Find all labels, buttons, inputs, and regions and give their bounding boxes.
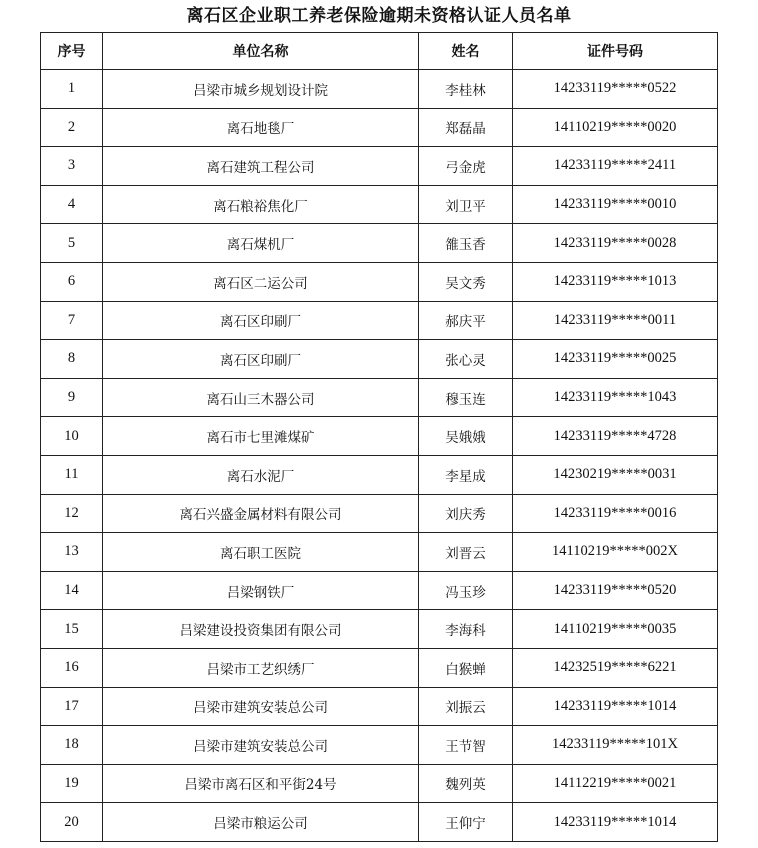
cell-person-name: 刘卫平	[419, 185, 513, 224]
cell-serial-number: 11	[41, 455, 103, 494]
cell-unit-name: 吕梁市离石区和平街24号	[103, 764, 419, 803]
cell-person-name: 吴娥娥	[419, 417, 513, 456]
cell-person-name: 王仰宁	[419, 803, 513, 842]
cell-serial-number: 2	[41, 108, 103, 147]
cell-unit-name: 吕梁市粮运公司	[103, 803, 419, 842]
cell-id-number: 14233119*****0028	[513, 224, 718, 263]
cell-person-name: 魏列英	[419, 764, 513, 803]
cell-unit-name: 离石市七里滩煤矿	[103, 417, 419, 456]
cell-person-name: 李海科	[419, 610, 513, 649]
cell-serial-number: 4	[41, 185, 103, 224]
cell-serial-number: 19	[41, 764, 103, 803]
cell-unit-name: 离石区二运公司	[103, 262, 419, 301]
table-row	[41, 70, 718, 109]
cell-unit-name: 离石兴盛金属材料有限公司	[103, 494, 419, 533]
table-row	[41, 147, 718, 186]
cell-id-number: 14233119*****101X	[513, 726, 718, 765]
cell-serial-number: 3	[41, 147, 103, 186]
cell-person-name: 郑磊晶	[419, 108, 513, 147]
cell-unit-name: 吕梁市工艺织绣厂	[103, 648, 419, 687]
header-unit-name: 单位名称	[103, 33, 419, 70]
table-row	[41, 726, 718, 765]
cell-id-number: 14110219*****0020	[513, 108, 718, 147]
cell-person-name: 李星成	[419, 455, 513, 494]
table-row	[41, 417, 718, 456]
header-person-name: 姓名	[419, 33, 513, 70]
table-row	[41, 301, 718, 340]
cell-serial-number: 14	[41, 571, 103, 610]
cell-serial-number: 12	[41, 494, 103, 533]
personnel-table	[40, 32, 718, 842]
table-row	[41, 340, 718, 379]
cell-id-number: 14233119*****1013	[513, 262, 718, 301]
cell-id-number: 14233119*****0010	[513, 185, 718, 224]
cell-id-number: 14233119*****1043	[513, 378, 718, 417]
cell-unit-name: 吕梁市城乡规划设计院	[103, 70, 419, 109]
table-row	[41, 648, 718, 687]
cell-id-number: 14233119*****0011	[513, 301, 718, 340]
cell-person-name: 穆玉连	[419, 378, 513, 417]
cell-serial-number: 15	[41, 610, 103, 649]
cell-person-name: 李桂林	[419, 70, 513, 109]
document-title: 离石区企业职工养老保险逾期未资格认证人员名单	[186, 6, 572, 26]
table-row	[41, 764, 718, 803]
cell-id-number: 14233119*****0522	[513, 70, 718, 109]
cell-person-name: 张心灵	[419, 340, 513, 379]
cell-unit-name: 离石职工医院	[103, 533, 419, 572]
cell-person-name: 刘庆秀	[419, 494, 513, 533]
cell-id-number: 14110219*****002X	[513, 533, 718, 572]
cell-id-number: 14233119*****0025	[513, 340, 718, 379]
cell-id-number: 14233119*****0520	[513, 571, 718, 610]
cell-serial-number: 10	[41, 417, 103, 456]
cell-id-number: 14233119*****1014	[513, 687, 718, 726]
cell-unit-name: 吕梁市建筑安装总公司	[103, 687, 419, 726]
header-serial-number: 序号	[41, 33, 103, 70]
cell-id-number: 14233119*****1014	[513, 803, 718, 842]
cell-id-number: 14110219*****0035	[513, 610, 718, 649]
cell-unit-name: 离石山三木器公司	[103, 378, 419, 417]
table-row	[41, 224, 718, 263]
cell-serial-number: 8	[41, 340, 103, 379]
cell-person-name: 弓金虎	[419, 147, 513, 186]
cell-person-name: 冯玉珍	[419, 571, 513, 610]
cell-unit-name: 离石地毯厂	[103, 108, 419, 147]
table-header-row	[41, 33, 718, 70]
cell-id-number: 14112219*****0021	[513, 764, 718, 803]
cell-unit-name: 离石煤机厂	[103, 224, 419, 263]
cell-id-number: 14232519*****6221	[513, 648, 718, 687]
cell-unit-name: 离石区印刷厂	[103, 340, 419, 379]
table-row	[41, 610, 718, 649]
cell-serial-number: 20	[41, 803, 103, 842]
table-body	[41, 70, 718, 842]
table-row	[41, 533, 718, 572]
cell-unit-name: 吕梁钢铁厂	[103, 571, 419, 610]
cell-id-number: 14233119*****0016	[513, 494, 718, 533]
cell-serial-number: 18	[41, 726, 103, 765]
cell-person-name: 白猴蝉	[419, 648, 513, 687]
cell-serial-number: 7	[41, 301, 103, 340]
cell-id-number: 14233119*****2411	[513, 147, 718, 186]
cell-unit-name: 离石建筑工程公司	[103, 147, 419, 186]
cell-id-number: 14233119*****4728	[513, 417, 718, 456]
cell-person-name: 吴文秀	[419, 262, 513, 301]
table-row	[41, 803, 718, 842]
cell-unit-name: 吕梁建设投资集团有限公司	[103, 610, 419, 649]
cell-serial-number: 5	[41, 224, 103, 263]
table-row	[41, 571, 718, 610]
cell-person-name: 雒玉香	[419, 224, 513, 263]
table-row	[41, 455, 718, 494]
cell-serial-number: 17	[41, 687, 103, 726]
cell-serial-number: 16	[41, 648, 103, 687]
table-row	[41, 378, 718, 417]
cell-serial-number: 6	[41, 262, 103, 301]
table-row	[41, 494, 718, 533]
cell-unit-name: 离石粮裕焦化厂	[103, 185, 419, 224]
cell-unit-name: 离石水泥厂	[103, 455, 419, 494]
cell-unit-name: 离石区印刷厂	[103, 301, 419, 340]
cell-person-name: 王节智	[419, 726, 513, 765]
header-id-number: 证件号码	[513, 33, 718, 70]
table-row	[41, 262, 718, 301]
cell-person-name: 郝庆平	[419, 301, 513, 340]
cell-id-number: 14230219*****0031	[513, 455, 718, 494]
table-row	[41, 687, 718, 726]
cell-serial-number: 9	[41, 378, 103, 417]
table-row	[41, 108, 718, 147]
cell-serial-number: 1	[41, 70, 103, 109]
table-row	[41, 185, 718, 224]
cell-person-name: 刘振云	[419, 687, 513, 726]
cell-serial-number: 13	[41, 533, 103, 572]
cell-unit-name: 吕梁市建筑安装总公司	[103, 726, 419, 765]
cell-person-name: 刘晋云	[419, 533, 513, 572]
